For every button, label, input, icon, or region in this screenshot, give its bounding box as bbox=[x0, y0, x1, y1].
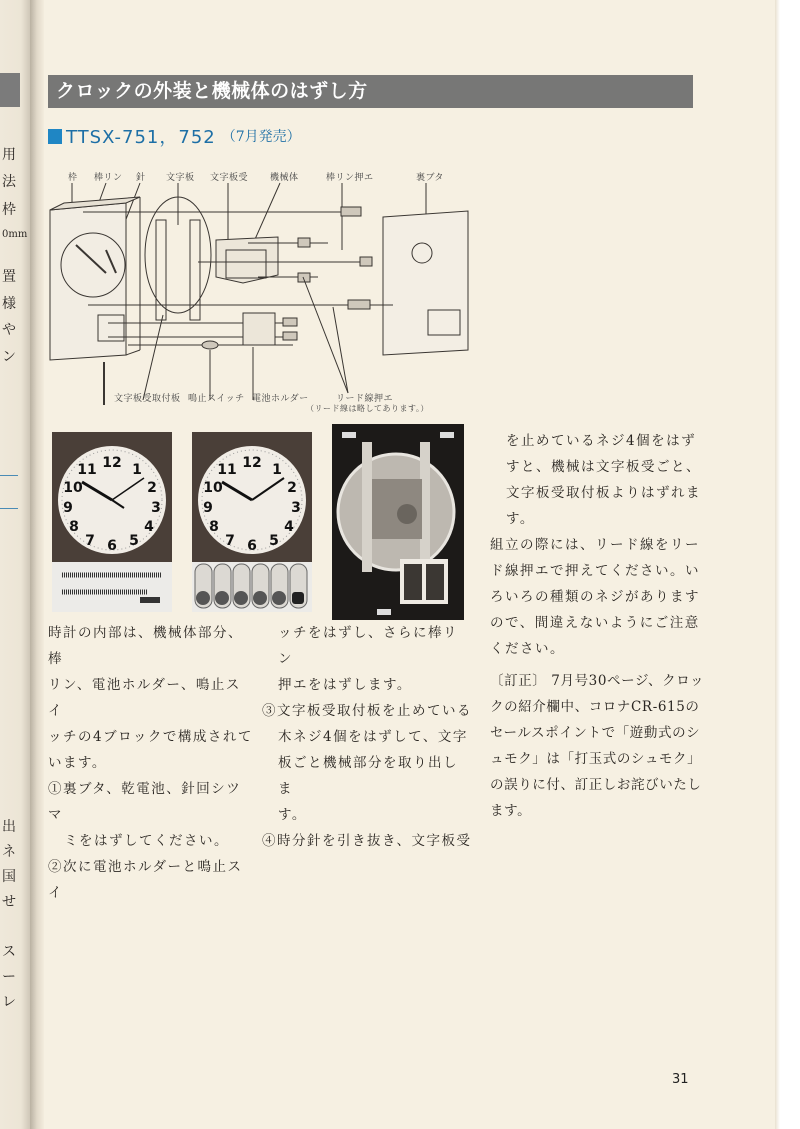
svg-text:4: 4 bbox=[284, 519, 294, 535]
left-page-char: 置 bbox=[2, 269, 16, 285]
intro-line: います。 bbox=[48, 755, 107, 771]
diagram-label-silencer-switch: 鳴止スイッチ bbox=[188, 394, 245, 404]
blue-square-bullet-icon bbox=[48, 129, 62, 144]
left-page-char: レ bbox=[2, 994, 16, 1010]
correction-line: ュモク」は「打玉式のシュモク」 bbox=[490, 751, 702, 767]
assembly-note-line: ください。 bbox=[490, 641, 565, 657]
diagram-label-battery-holder: 電池ホルダー bbox=[252, 394, 309, 404]
page-gutter-shadow bbox=[30, 0, 44, 1129]
step-3-line: 板ごと機械部分を取り出しま bbox=[278, 755, 458, 797]
svg-text:9: 9 bbox=[203, 500, 213, 516]
step-2-line: 押エをはずします。 bbox=[278, 677, 412, 693]
svg-text:9: 9 bbox=[63, 500, 73, 516]
svg-text:7: 7 bbox=[225, 533, 235, 549]
text-column-3 bbox=[490, 428, 720, 824]
left-page-char: せ bbox=[2, 894, 16, 910]
diagram-label-dial: 文字板 bbox=[166, 173, 195, 183]
svg-text:3: 3 bbox=[151, 500, 161, 516]
correction-line: 〔訂正〕 7月号30ページ、クロッ bbox=[490, 673, 705, 689]
left-page-char: 出 bbox=[2, 819, 16, 835]
svg-text:4: 4 bbox=[144, 519, 154, 535]
diagram-label-rod-retainer: 棒リン押エ bbox=[326, 173, 374, 183]
correction-line: の誤りに付、訂正しお詫びいたし bbox=[490, 777, 702, 793]
step-4-line: す。 bbox=[506, 511, 535, 527]
text-column-1 bbox=[48, 620, 253, 906]
step-4-line: を止めているネジ4個をはず bbox=[506, 433, 697, 449]
svg-text:11: 11 bbox=[217, 462, 237, 478]
svg-text:11: 11 bbox=[77, 462, 97, 478]
step-2-line: ッチをはずし、さらに棒リン bbox=[278, 625, 458, 667]
svg-text:10: 10 bbox=[63, 480, 83, 496]
assembly-note-line: ろいろの種類のネジがあります bbox=[490, 589, 700, 605]
step-3-line: 木ネジ4個をはずして、文字 bbox=[278, 729, 468, 745]
exploded-diagram-drawing bbox=[48, 165, 478, 415]
left-page-rule bbox=[0, 475, 18, 476]
svg-text:10: 10 bbox=[203, 480, 223, 496]
left-page-char: ン bbox=[2, 349, 16, 365]
correction-line: クの紹介欄中、コロナCR-615の bbox=[490, 699, 700, 715]
left-page-char: 0mm bbox=[2, 229, 28, 240]
correction-line: セールスポイントで「遊動式のシ bbox=[490, 725, 701, 741]
step-1-line: ミをはずしてください。 bbox=[64, 833, 229, 849]
svg-text:12: 12 bbox=[242, 455, 262, 471]
svg-text:1: 1 bbox=[132, 462, 142, 478]
intro-line: 時計の内部は、機械体部分、棒 bbox=[48, 625, 243, 667]
step-3-line: す。 bbox=[278, 807, 307, 823]
step-2-line: ②次に電池ホルダーと鳴止スイ bbox=[48, 859, 243, 901]
intro-line: ッチの4ブロックで構成されて bbox=[48, 729, 253, 745]
photo-clock-752 bbox=[192, 432, 312, 612]
diagram-label-movement: 機械体 bbox=[270, 173, 299, 183]
step-4-line: 文字板受取付板よりはずれま bbox=[506, 485, 701, 501]
left-page-char: 用 bbox=[2, 147, 16, 163]
step-4-line: ④時分針を引き抜き、文字板受 bbox=[262, 833, 472, 849]
left-page-char: 国 bbox=[2, 869, 16, 885]
left-page-char: ス bbox=[2, 944, 16, 960]
correction-line: ます。 bbox=[490, 803, 532, 819]
diagram-label-dial-mount-plate: 文字板受取付板 bbox=[114, 394, 181, 404]
diagram-note: （リード線は略してあります。） bbox=[306, 404, 429, 413]
left-page-rule bbox=[0, 508, 18, 509]
svg-text:1: 1 bbox=[272, 462, 282, 478]
svg-text:6: 6 bbox=[247, 538, 257, 554]
page-number: 31 bbox=[672, 1072, 689, 1087]
diagram-label-back-cover: 裏ブタ bbox=[416, 173, 444, 183]
exploded-diagram bbox=[48, 165, 478, 415]
diagram-label-lead-wire-retainer: リード線押エ bbox=[336, 394, 394, 404]
svg-text:8: 8 bbox=[69, 519, 79, 535]
left-page-char: 枠 bbox=[2, 202, 16, 218]
svg-text:7: 7 bbox=[85, 533, 95, 549]
diagram-label-frame: 枠 bbox=[68, 173, 78, 183]
svg-text:2: 2 bbox=[147, 480, 157, 496]
photo-clock-751 bbox=[52, 432, 172, 612]
svg-text:3: 3 bbox=[291, 500, 301, 516]
assembly-note-line: ド線押エで押えてください。い bbox=[490, 563, 700, 579]
text-column-2 bbox=[262, 620, 472, 854]
diagram-label-pendulum-rod: 棒リン bbox=[94, 173, 123, 183]
intro-line: リン、電池ホルダー、鳴止スイ bbox=[48, 677, 241, 719]
step-3-line: ③文字板受取付板を止めている bbox=[262, 703, 472, 719]
left-page-char: ネ bbox=[2, 844, 16, 860]
left-page-char: 法 bbox=[2, 174, 16, 190]
diagram-label-dial-holder: 文字板受 bbox=[210, 173, 249, 183]
left-page-fragment bbox=[0, 0, 30, 1129]
svg-text:5: 5 bbox=[129, 533, 139, 549]
photo-clock-mechanism bbox=[332, 424, 464, 620]
left-page-char: 様 bbox=[2, 296, 16, 312]
diagram-label-hands: 針 bbox=[136, 173, 146, 183]
model-number: TTSX-751，752 bbox=[66, 127, 216, 148]
assembly-note-line: ので、間違えないようにご注意 bbox=[490, 615, 700, 631]
release-date: （7月発売） bbox=[221, 129, 301, 145]
page-right-edge bbox=[775, 0, 800, 1129]
step-4-line: すと、機械は文字板受ごと、 bbox=[506, 459, 701, 475]
left-page-title-bar bbox=[0, 73, 20, 107]
model-heading bbox=[48, 125, 301, 147]
svg-text:8: 8 bbox=[209, 519, 219, 535]
assembly-note-line: 組立の際には、リード線をリー bbox=[490, 537, 700, 553]
step-1-line: ①裏ブタ、乾電池、針回シツマ bbox=[48, 781, 242, 823]
left-page-char: ー bbox=[2, 969, 16, 985]
svg-text:2: 2 bbox=[287, 480, 297, 496]
svg-text:12: 12 bbox=[102, 455, 122, 471]
section-title: クロックの外装と機械体のはずし方 bbox=[48, 75, 693, 108]
svg-text:6: 6 bbox=[107, 538, 117, 554]
svg-text:5: 5 bbox=[269, 533, 279, 549]
left-page-char: や bbox=[2, 322, 16, 338]
